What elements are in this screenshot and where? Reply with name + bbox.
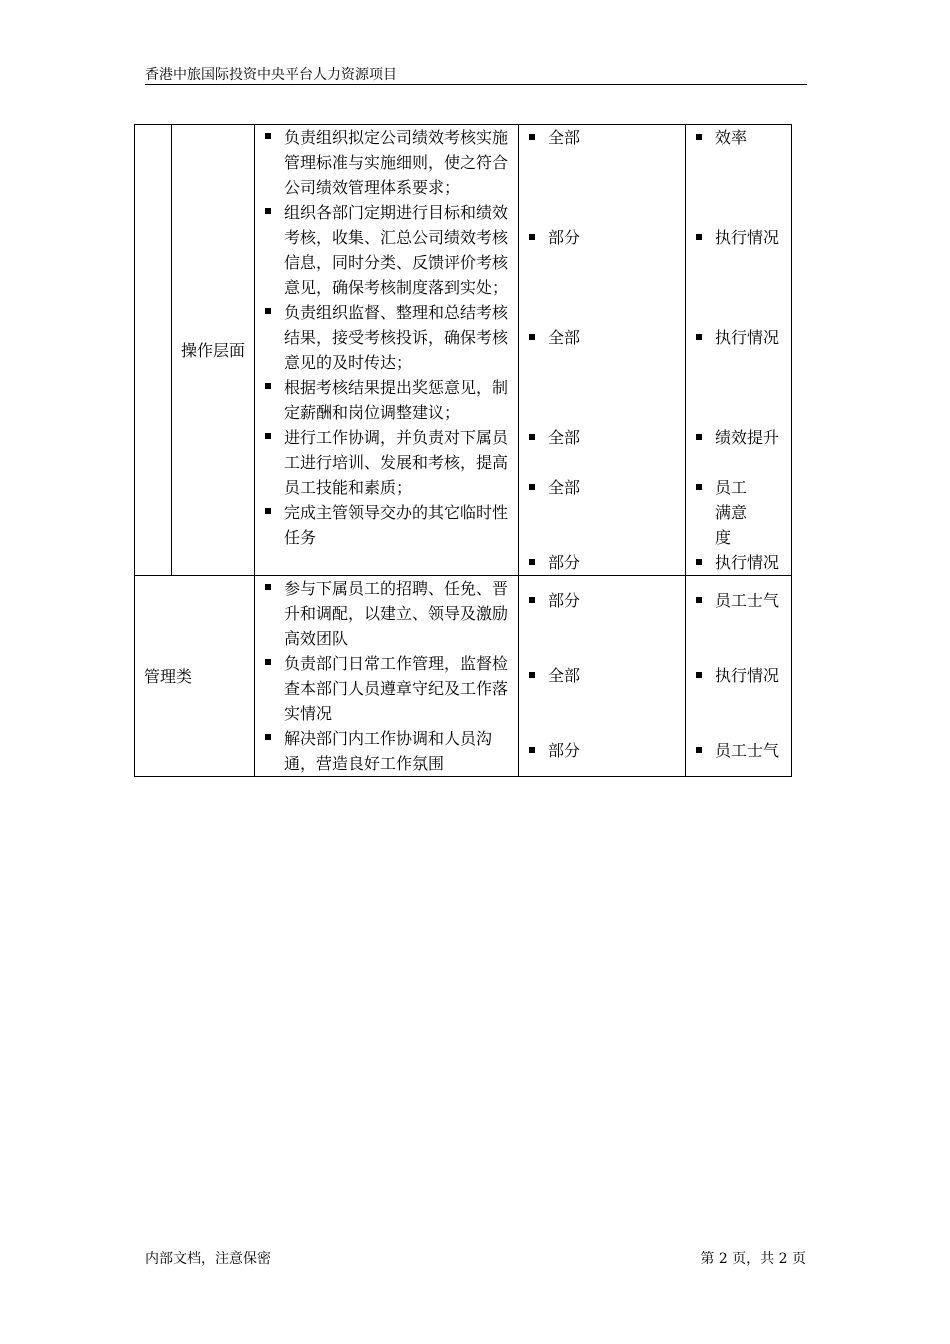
metric-value: 员工士气 [686,588,779,613]
list-item: 负责组织拟定公司绩效考核实施管理标准与实施细则，使之符合公司绩效管理体系要求； [255,125,518,200]
metric-value: 执行情况 [686,325,779,350]
scope-value: 部分 [519,225,580,250]
scope-value: 全部 [519,663,580,688]
list-item: 负责部门日常工作管理，监督检查本部门人员遵章守纪及工作落实情况 [255,651,518,726]
scope-value: 全部 [519,325,580,350]
metric-value: 员工满意度 [686,475,755,525]
scope-value: 部分 [519,550,580,575]
list-item: 参与下属员工的招聘、任免、晋升和调配，以建立、领导及激励高效团队 [255,576,518,651]
subcategory-label: 操作层面 [181,340,246,360]
list-item: 根据考核结果提出奖惩意见，制定薪酬和岗位调整建议； [255,375,518,425]
list-item: 组织各部门定期进行目标和绩效考核，收集、汇总公司绩效考核信息，同时分类、反馈评价考核意见，确保考核制度落到实处； [255,200,518,300]
metric-value: 效率 [686,125,747,150]
list-item: 解决部门内工作协调和人员沟通，营造良好工作氛围 [255,726,518,776]
category-cell [135,125,172,576]
footer-page-number: 第 2 页，共 2 页 [700,1251,806,1267]
metric-value: 执行情况 [686,550,779,575]
list-item: 负责组织监督、整理和总结考核结果，接受考核投诉，确保考核意见的及时传达； [255,300,518,375]
task-cell [255,576,519,777]
responsibility-table [134,124,792,777]
scope-cell [519,125,686,576]
scope-value: 全部 [519,125,580,150]
subcategory-cell [172,125,255,576]
scope-value: 部分 [519,738,580,763]
scope-value: 全部 [519,425,580,450]
metric-cell [686,125,792,576]
list-item: 完成主管领导交办的其它临时性任务 [255,500,518,550]
table-row [135,576,792,777]
list-item: 进行工作协调，并负责对下属员工进行培训、发展和考核，提高员工技能和素质； [255,425,518,500]
metric-value: 执行情况 [686,225,779,250]
footer-confidential: 内部文档，注意保密 [145,1251,271,1267]
header-rule [145,84,807,85]
category-cell [135,576,255,777]
metric-value: 执行情况 [686,663,779,688]
scope-cell [519,576,686,777]
metric-value: 绩效提升 [686,425,779,450]
task-cell [255,125,519,576]
metric-cell [686,576,792,777]
metric-value: 员工士气 [686,738,779,763]
scope-value: 部分 [519,588,580,613]
page-header: 香港中旅国际投资中央平台人力资源项目 [145,67,397,83]
scope-value: 全部 [519,475,580,500]
category-label: 管理类 [144,666,193,686]
table-row [135,125,792,576]
